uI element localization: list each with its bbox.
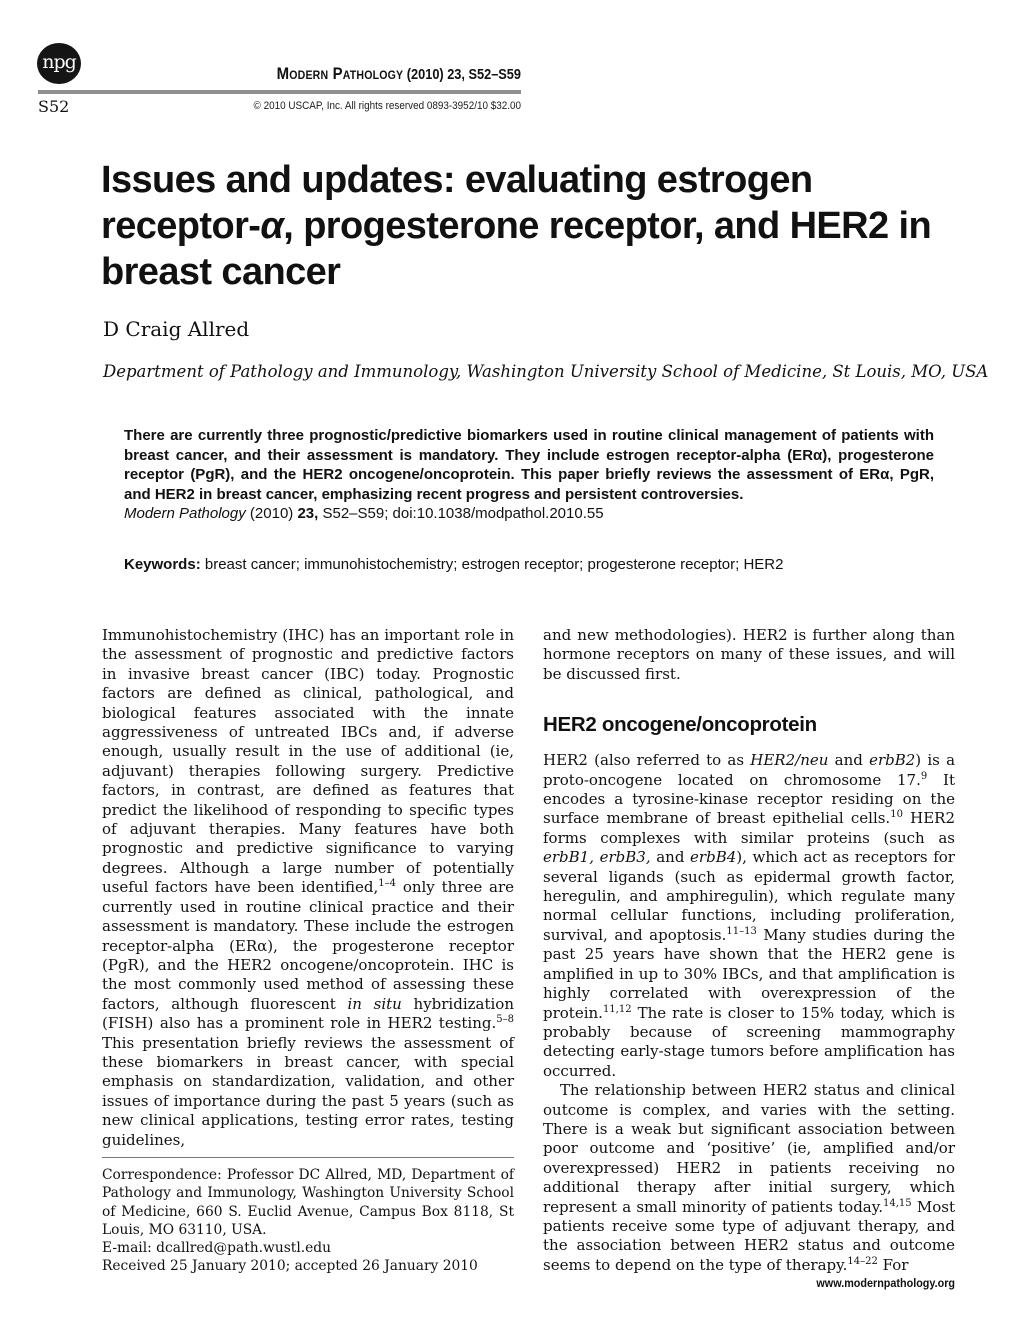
abstract-block [124,426,934,524]
section-heading-her2: HER2 oncogene/oncoprotein [543,713,817,737]
right-column [543,626,955,1275]
footnote-divider [102,1157,514,1158]
body-paragraph-her2-outcome: The relationship between HER2 status and clinical outcome is complex, and varies with the setting. There is a weak but significant association between poor outcome and ‘positive’ (ie, amplified and/or overexpressed) HER2 in patients receiving no additional therapy after initial surgery, which represent a small minority of patients today.$^{14,15}$ Most patients receive some type of adjuvant therapy, and the association between HER2 status and outcome seems to depend on the type of therapy.$^{14-22}$ For [543,1081,955,1274]
abstract-text: There are currently three prognostic/predictive biomarkers used in routine clinical management of patients with breast cancer, and their assessment is mandatory. They include estrogen receptor-alpha (ERα), progesterone receptor (PgR), and the HER2 oncogene/oncoprotein. This paper briefly reviews the assessment of ERα, PgR, and HER2 in breast cancer, emphasizing recent progress and persistent controversies. [124,427,934,503]
header-divider [38,90,521,94]
copyright-text: © 2010 USCAP, Inc. All rights reserved 0893-3952/10 $32.00 [253,100,521,112]
footer-url: www.modernpathology.org [816,1276,955,1290]
journal-issue: (2010) 23, S52–S59 [403,67,521,83]
journal-citation [96,64,521,84]
received-accepted-line: Received 25 January 2010; accepted 26 January 2010 [102,1258,478,1275]
author-affiliation: Department of Pathology and Immunology, Washington University School of Medicine, St Louis, MO, USA [103,362,989,381]
keywords-label: Keywords: [124,556,201,573]
body-paragraph-her2-gene: HER2 (also referred to as HER2/neu and erbB2) is a proto-oncogene located on chromosome 17.$^9$ It encodes a tyrosine-kinase receptor residing on the surface membrane of breast epithelial cells.$^{10}$ HER2 forms complexes with similar proteins (such as erbB1, erbB3, and erbB4), which act as receptors for several ligands (such as epidermal growth factor, heregulin, and amphiregulin), which regulate many normal cellular functions, including proliferation, survival, and apoptosis.$^{11-13}$ Many studies during the past 25 years have shown that the HER2 gene is amplified in up to 30% IBCs, and that amplification is highly correlated with overexpression of the protein.$^{11,12}$ The rate is closer to 15% today, which is probably because of screening mammography detecting early-stage tumors before amplification has occurred. [543,751,956,1080]
page-number: S52 [38,97,70,116]
npg-logo: npg [37,43,81,84]
article-doi-citation: Modern Pathology (2010) 23, S52–S59; doi:10.1038/modpathol.2010.55 [124,505,604,522]
keywords-line [124,556,934,573]
footnote-block [102,1166,514,1276]
journal-name: Modern Pathology [276,64,404,83]
article-title: Issues and updates: evaluating estrogen receptor-α, progesterone receptor, and HER2 in breast cancer [101,159,932,293]
keywords-text: breast cancer; immunohistochemistry; estrogen receptor; progesterone receptor; HER2 [204,556,784,573]
author-name: D Craig Allred [103,317,250,341]
correspondence-note: Correspondence: Professor DC Allred, MD, Department of Pathology and Immunology, Washington University School of Medicine, 660 S. Euclid Avenue, Campus Box 8118, St Louis, MO 63110, USA. [102,1167,514,1238]
left-column [102,626,514,1150]
body-paragraph-continuation: and new methodologies). HER2 is further along than hormone receptors on many of these issues, and will be discussed first. [543,626,955,683]
email-line: E-mail: dcallred@path.wustl.edu [102,1240,332,1257]
body-paragraph-intro: Immunohistochemistry (IHC) has an important role in the assessment of prognostic and predictive factors in invasive breast cancer (IBC) today. Prognostic factors are defined as clinical, pathological, and biological features associated with the innate aggressiveness of untreated IBCs and, if adverse enough, usually result in the use of additional (ie, adjuvant) therapies following surgery. Predictive factors, in contrast, are defined as features that predict the likelihood of responding to specific types of adjuvant therapies. Many features have both prognostic and predictive significance to varying degrees. Although a large number of potentially useful factors have been identified,$^{1-4}$ only three are currently used in routine clinical practice and their assessment is mandatory. These include the estrogen receptor-alpha (ERα), the progesterone receptor (PgR), and the HER2 oncogene/oncoprotein. IHC is the most commonly used method of assessing these factors, although fluorescent in situ hybridization (FISH) also has a prominent role in HER2 testing.$^{5-8}$ This presentation briefly reviews the assessment of these biomarkers in breast cancer, with special emphasis on standardization, validation, and other issues of importance during the past 5 years (such as new clinical applications, testing error rates, testing guidelines, [102,626,514,1149]
